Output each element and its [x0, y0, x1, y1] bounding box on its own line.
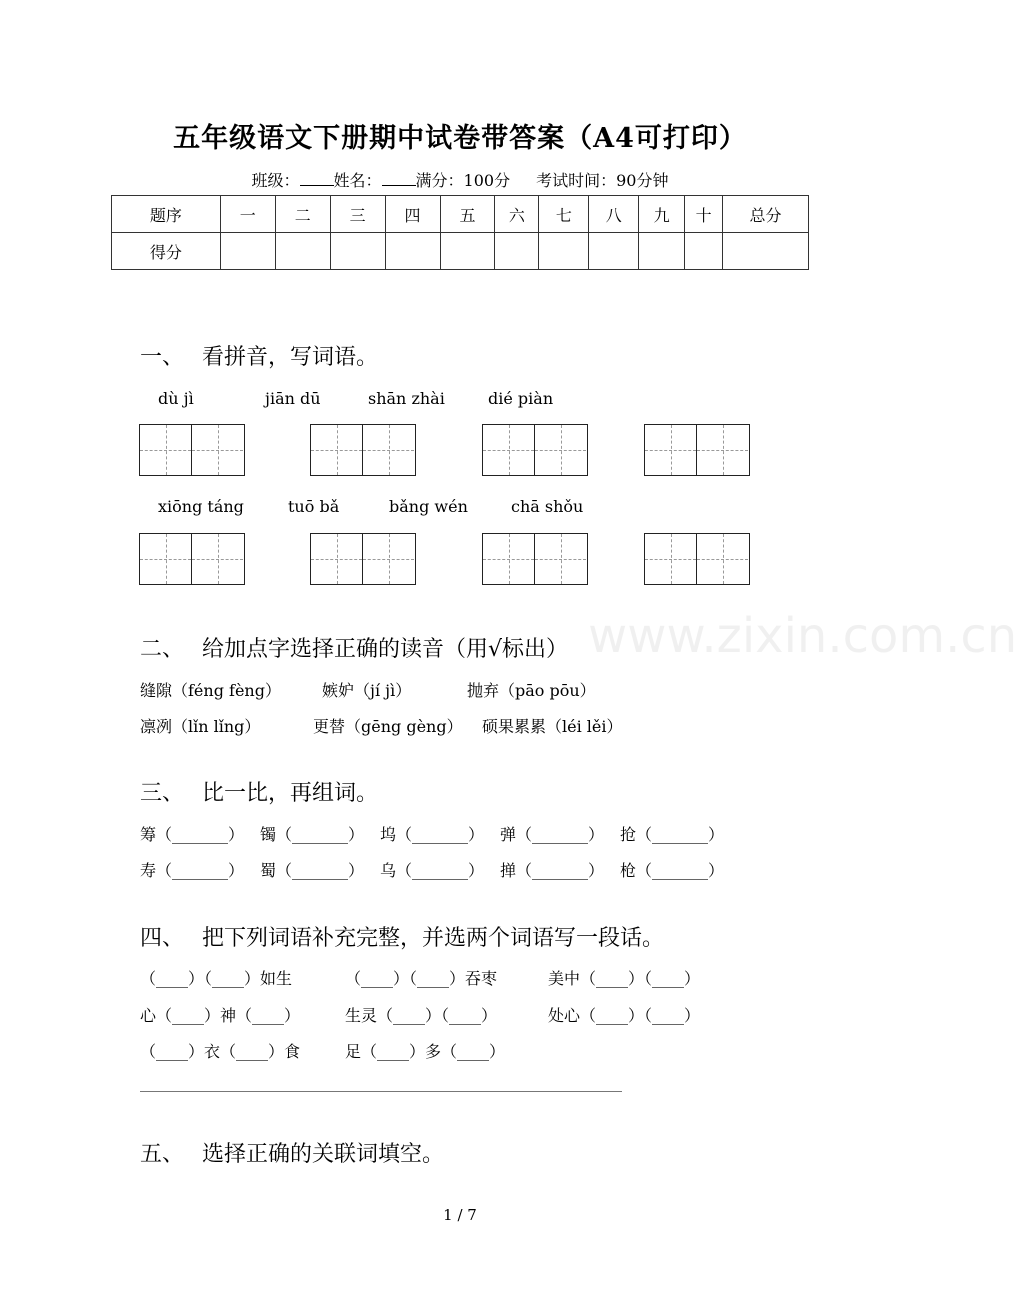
pinyin: tuō bǎ	[288, 497, 340, 516]
watermark: www.zixin.com.cn	[588, 608, 1017, 664]
header-cell: 四	[385, 196, 440, 233]
section-number: 四、	[140, 926, 185, 951]
score-table	[111, 195, 809, 270]
section-5-heading	[140, 1137, 444, 1168]
word-blank[interactable]: 坞（_______）	[380, 825, 485, 844]
score-cell[interactable]	[639, 233, 685, 270]
section-title: 比一比，再组词。	[202, 781, 379, 806]
header-cell: 一	[220, 196, 275, 233]
idiom-blank[interactable]: 心（____）神（____）	[140, 1006, 301, 1025]
header-cell: 六	[495, 196, 539, 233]
word-blank[interactable]: 寿（_______）	[140, 861, 245, 880]
idiom-blank[interactable]: （____）（____）如生	[140, 969, 293, 988]
writing-box[interactable]	[482, 533, 588, 585]
word-blank[interactable]: 弹（_______）	[500, 825, 605, 844]
header-cell: 五	[440, 196, 495, 233]
name-blank[interactable]	[382, 171, 416, 186]
writing-box[interactable]	[310, 533, 416, 585]
writing-box[interactable]	[139, 424, 245, 476]
class-label: 班级：	[251, 171, 300, 190]
reading-choice[interactable]: 抛弃（pāo pōu）	[467, 681, 596, 700]
writing-box[interactable]	[310, 424, 416, 476]
writing-line[interactable]	[140, 1091, 622, 1092]
header-cell: 总分	[723, 196, 809, 233]
word-blank[interactable]: 枪（_______）	[620, 861, 725, 880]
section-title: 选择正确的关联词填空。	[202, 1142, 445, 1167]
section-number: 二、	[140, 637, 185, 662]
reading-choice[interactable]: 凛冽（lǐn lǐng）	[140, 717, 261, 736]
score-input-row	[112, 233, 809, 270]
pinyin: chā shǒu	[511, 497, 584, 516]
idiom-blank[interactable]: 足（____）多（____）	[345, 1042, 506, 1061]
pinyin: dié piàn	[488, 389, 554, 408]
writing-box[interactable]	[482, 424, 588, 476]
page-title: 五年级语文下册期中试卷带答案（A4可打印）	[173, 123, 747, 154]
section-number: 五、	[140, 1142, 185, 1167]
header-cell: 八	[589, 196, 639, 233]
idiom-blank[interactable]: （____）（____）吞枣	[345, 969, 498, 988]
pinyin: xiōng táng	[158, 497, 244, 516]
idiom-blank[interactable]: 美中（____）（____）	[548, 969, 701, 988]
pinyin: jiān dū	[265, 389, 321, 408]
pinyin: dù jì	[158, 389, 194, 408]
section-number: 一、	[140, 345, 185, 370]
exam-info	[0, 168, 920, 191]
section-3-heading	[140, 776, 378, 807]
score-cell[interactable]	[220, 233, 275, 270]
score-header-row	[112, 196, 809, 233]
writing-box[interactable]	[139, 533, 245, 585]
page-number: 1 / 7	[443, 1206, 477, 1224]
header-cell: 九	[639, 196, 685, 233]
exam-time: 考试时间：90分钟	[536, 171, 669, 190]
word-blank[interactable]: 掸（_______）	[500, 861, 605, 880]
score-cell[interactable]	[539, 233, 589, 270]
reading-choice[interactable]: 缝隙（féng fèng）	[140, 681, 281, 700]
section-title: 把下列词语补充完整，并选两个词语写一段话。	[202, 926, 665, 951]
pinyin: shān zhài	[368, 389, 445, 408]
idiom-blank[interactable]: 处心（____）（____）	[548, 1006, 701, 1025]
section-title: 看拼音，写词语。	[202, 345, 379, 370]
section-title: 给加点字选择正确的读音（用√标出）	[202, 637, 569, 662]
score-cell[interactable]	[440, 233, 495, 270]
score-cell[interactable]	[330, 233, 385, 270]
score-cell[interactable]	[275, 233, 330, 270]
reading-choice[interactable]: 硕果累累（léi lěi）	[482, 717, 623, 736]
score-cell[interactable]	[589, 233, 639, 270]
header-cell: 十	[685, 196, 723, 233]
writing-box[interactable]	[644, 424, 750, 476]
score-cell[interactable]	[685, 233, 723, 270]
word-blank[interactable]: 蜀（_______）	[260, 861, 365, 880]
full-score: 满分：100分	[415, 171, 511, 190]
word-blank[interactable]: 镯（_______）	[260, 825, 365, 844]
name-label: 姓名：	[333, 171, 382, 190]
section-number: 三、	[140, 781, 185, 806]
reading-choice[interactable]: 嫉妒（jí jì）	[322, 681, 412, 700]
section-1-heading	[140, 340, 378, 371]
section-4-heading	[140, 921, 664, 952]
score-row-label: 得分	[112, 233, 221, 270]
word-blank[interactable]: 筹（_______）	[140, 825, 245, 844]
score-cell[interactable]	[495, 233, 539, 270]
word-blank[interactable]: 乌（_______）	[380, 861, 485, 880]
header-cell: 三	[330, 196, 385, 233]
score-cell[interactable]	[723, 233, 809, 270]
idiom-blank[interactable]: 生灵（____）（____）	[345, 1006, 498, 1025]
header-cell: 七	[539, 196, 589, 233]
reading-choice[interactable]: 更替（gēng gèng）	[313, 717, 463, 736]
pinyin: bǎng wén	[389, 497, 468, 516]
class-blank[interactable]	[300, 171, 334, 186]
section-2-heading	[140, 632, 568, 663]
header-cell: 题序	[112, 196, 221, 233]
idiom-blank[interactable]: （____）衣（____）食	[140, 1042, 301, 1061]
writing-box[interactable]	[644, 533, 750, 585]
header-cell: 二	[275, 196, 330, 233]
word-blank[interactable]: 抢（_______）	[620, 825, 725, 844]
score-cell[interactable]	[385, 233, 440, 270]
